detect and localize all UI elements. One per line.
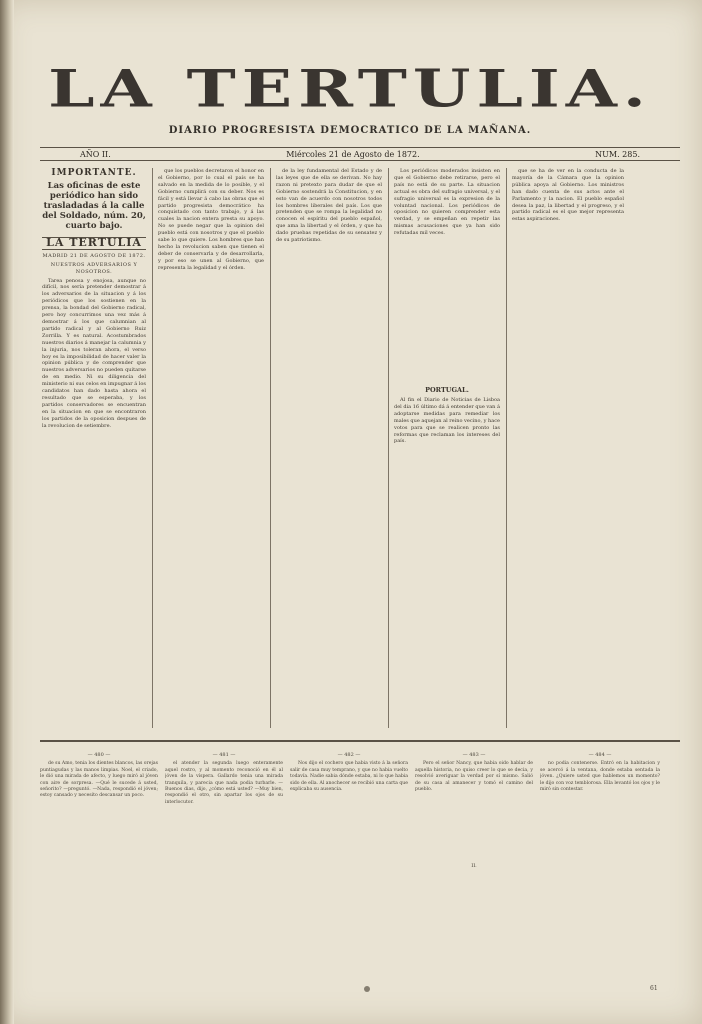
column-5: [512, 168, 624, 728]
folletin-page-number: — 481 —: [212, 752, 236, 758]
folletin-separator: [40, 740, 680, 742]
column-4: [394, 168, 500, 728]
article-text: que se ha de ver en la conducta de la mayoría de la Cámara que la opinion pública apoya al Gobierno. Los ministros han dado cuenta de sus actos ante el Parlamento y la nacion. El pueblo español desea la paz, la libertad y el progreso, y el partido radical es el que mejor representa estas aspiraciones.: [512, 168, 624, 223]
portugal-heading: PORTUGAL.: [425, 386, 469, 395]
column-2: [158, 168, 264, 728]
folletin-chapter: II.: [471, 863, 477, 870]
lead-paper-name: LA TERTULIA: [42, 237, 146, 250]
folletin-column-1: [40, 752, 158, 1002]
article-text: Al fin el Diario de Noticias de Lisboa del dia 16 último dá á entender que van á adoptarse medidas para remediar los males que aquejan al reino vecino, y hace votos para que se realicen pronto las reformas que reclaman los intereses del país.: [394, 396, 500, 445]
notice-heading: IMPORTANTE.: [51, 168, 137, 178]
masthead-title: LA TERTULIA.: [48, 58, 652, 119]
column-rule: [152, 168, 153, 728]
lead-section-title: NUESTROS ADVERSARIOS Y NOSOTROS.: [50, 261, 138, 275]
folletin-page-number: — 484 —: [588, 752, 612, 758]
article-text: Los periódicos moderados insisten en que el Gobierno debe retirarse, pero el país no está de su parte. La situacion actual es obra del sufragio universal, y el sufragio universal es la expresion de la voluntad nacional. Los periódicos de oposicion no quieren comprender esta verdad, y se empeñan en repetir las mismas acusaciones que ya han sido refutadas mil veces.: [394, 168, 500, 237]
folletin-column-2: [165, 752, 283, 1002]
folletin-corner-number: 61: [650, 985, 658, 992]
folletin-text: Pero el señor Nancy, que habia oido hablar de aquella historia, no quiso creer lo que se decia, y resolvió averiguar la verdad por sí mismo. Salió de su casa al amanecer y tomó el camino del pueblo.: [415, 761, 533, 793]
folletin-text: el atender la segunda luego enteramente aquel rostro, y al momento reconoció en él al jóven de la víspera. Gallardo tenia una mirada tranquila, y parecia que nada podia turbarle. —Buenos dias, dijo, ¿cómo está usted? —Muy bien, respondió el otro, sin apartar los ojos de su interlocutor.: [165, 761, 283, 805]
folletin-text: de su Amo, tenia los dientes blancos, las orejas puntiagudas y las manos limpias. Noel, el criado, le dió una mirada de afecto, y luego miró al jóven con aire de sorpresa. —Qué le sucede á usted, señorito? —preguntó. —Nada, respondió el jóven; estoy cansado y necesito descansar un poco.: [40, 761, 158, 799]
column-rule: [506, 168, 507, 728]
issue-number: NUM. 285.: [595, 149, 640, 159]
folletin-text: Nos dijo el cochero que habia visto á la señora salir de casa muy temprano, y que no habia vuelto todavía. Nadie sabia dónde estaba, ni lo que habia sido de ella. Al anochecer se recibió una carta que explicaba su ausencia.: [290, 761, 408, 793]
column-rule: [270, 168, 271, 728]
column-3: [276, 168, 382, 728]
article-text: que los pueblos decretaron el honor en el Gobierno, por lo cual el país se ha salvado en la medida de lo posible, y el Gobierno cumplirá con su deber. Nos es fácil y está llevar á cabo las obras que el partido progresista democrático ha conquistado con tanto trabajo, y á las cuales la nacion entera presta su apoyo. No se puede negar que la opinion del pueblo está con nosotros y que el pueblo sabe lo que quiere. Los hombres que han hecho la revolucion saben que tienen el deber de conservarla y de desarrollarla, y por eso se unen al Gobierno, que representa la legalidad y el órden.: [158, 168, 264, 271]
issue-dateline: [40, 147, 680, 161]
folletin-column-3: [290, 752, 408, 1002]
page-spine: [0, 0, 14, 1024]
column-1: [42, 168, 146, 728]
lead-dateline: MADRID 21 DE AGOSTO DE 1872.: [42, 252, 146, 259]
folletin-column-5: [540, 752, 660, 1002]
issue-date: Miércoles 21 de Agosto de 1872.: [286, 149, 420, 159]
issue-year: AÑO II.: [80, 149, 111, 159]
folletin-text: no podia contenerse. Entró en la habitacion y se acercó á la ventana, donde estaba sentada la jóven. ¿Quiere usted que hablemos un momento? le dijo con voz temblorosa. Ella levantó los ojos y le miró sin contestar.: [540, 761, 660, 793]
ink-smudge: [364, 986, 370, 992]
masthead-subtitle: DIARIO PROGRESISTA DEMOCRATICO DE LA MAÑANA.: [168, 125, 532, 136]
folletin-page-number: — 482 —: [337, 752, 361, 758]
notice-body: Las oficinas de este periódico han sido trasladadas á la calle del Soldado, núm. 20, cuarto bajo.: [42, 180, 146, 231]
article-text: Tarea penosa y enojosa, aunque no difícil, nos sería pretender demostrar á los adversarios de la situacion y á los periódicos que los sostienen en la prensa, la bondad del Gobierno radical, pero hoy concurrimos una vez más á demostrar á los que calumnian al partido radical y al Gobierno Ruiz Zorrilla. Y es natural. Acostumbrados nuestros diarios á manejar la calumnia y la injuria, nos toleran ahora, el verso hoy es la imposibilidad de hacer valer la opinion pública y de comprender que nuestros adversarios no pueden quitarse de en medio. Ni su diligencia del ministerio ni sus celos en impugnar á los candidatos han dado hasta ahora el resultado que se esperaba, y los partidos conservadores se encuentran en la situacion en que se encontraron los partidos de la oposicion despues de la revolucion de setiembre.: [42, 277, 146, 429]
folletin-page-number: — 483 —: [462, 752, 486, 758]
folletin-column-4: [415, 752, 533, 1002]
folletin-page-number: — 480 —: [87, 752, 111, 758]
column-rule: [388, 168, 389, 728]
article-text: de la ley fundamental del Estado y de las leyes que de ella se derivan. No hay razon ni pretexto para dudar de que el Gobierno sostendrá la Constitucion, y en esto van de acuerdo con nosotros todos los hombres liberales del país. Los que pretenden que se rompa la legalidad no conocen el espíritu del pueblo español, que ama la libertad y el órden, y que ha dado pruebas repetidas de su sensatez y de su patriotismo.: [276, 168, 382, 244]
